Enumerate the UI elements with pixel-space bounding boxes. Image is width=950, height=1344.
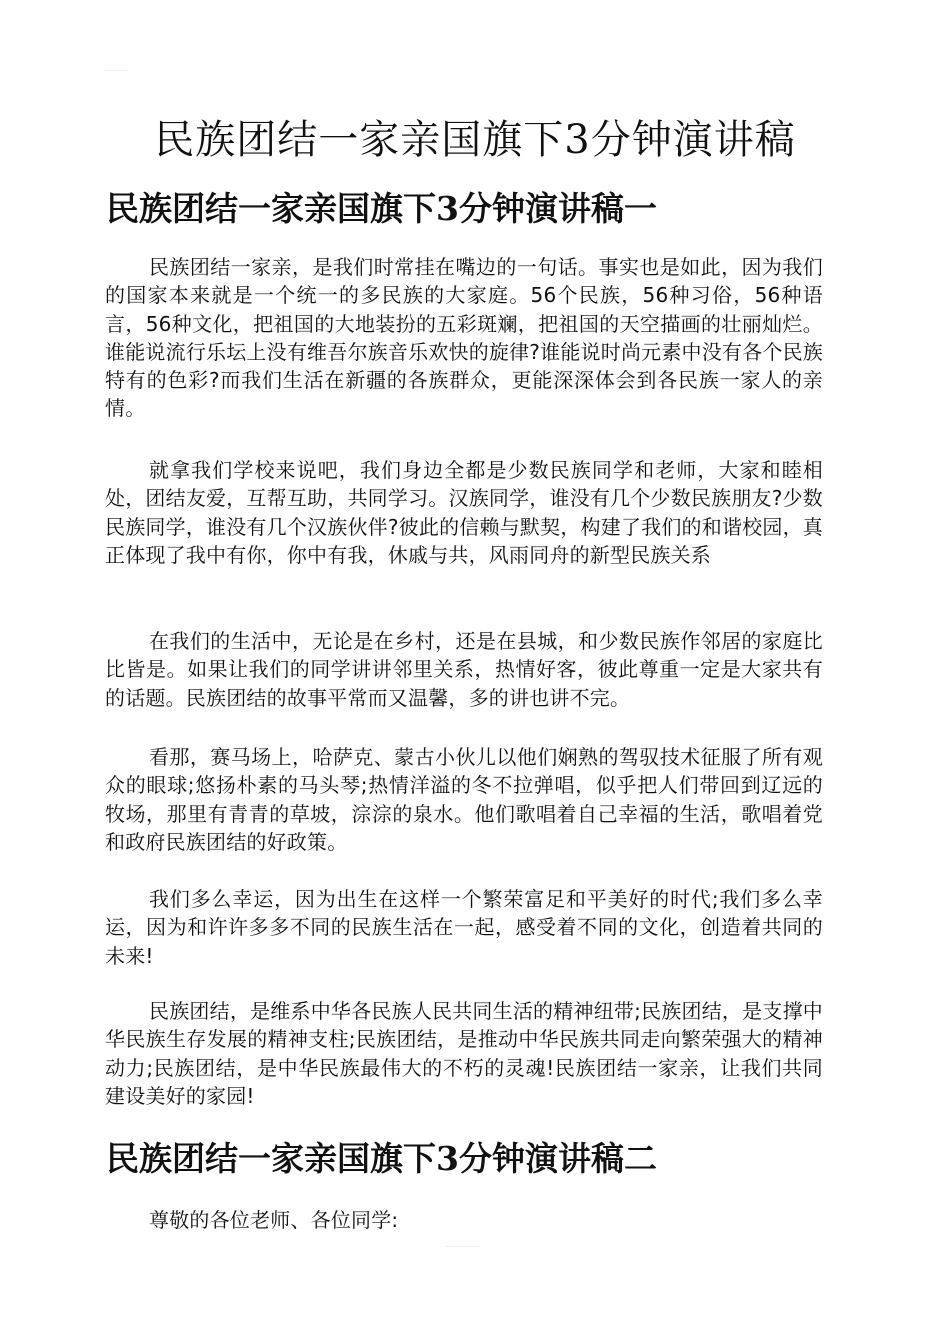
paragraph: 尊敬的各位老师、各位同学: (149, 1208, 399, 1232)
paragraph: 民族团结一家亲，是我们时常挂在嘴边的一句话。事实也是如此，因为我们的国家本来就是一个统一的多民族的大家庭。56个民族，56种习俗，56种语言，56种文化，把祖国的大地装扮的五彩斑斓，把祖国的天空描画的壮丽灿烂。谁能说流行乐坛上没有维吾尔族音乐欢快的旋律?谁能说时尚元素中没有各个民族特有的色彩?而我们生活在新疆的各族群众，更能深深体会到各民族一家人的亲情。 (105, 255, 823, 421)
paragraph: 在我们的生活中，无论是在乡村，还是在县城，和少数民族作邻居的家庭比比皆是。如果让我们的同学讲讲邻里关系，热情好客，彼此尊重一定是大家共有的话题。民族团结的故事平常而又温馨，多的讲也讲不完。 (105, 629, 823, 710)
paragraph: 我们多么幸运，因为出生在这样一个繁荣富足和平美好的时代;我们多么幸运，因为和许许多多不同的民族生活在一起，感受着不同的文化，创造着共同的未来! (105, 887, 823, 968)
page-artifact (104, 70, 128, 71)
page-artifact (446, 1246, 480, 1247)
paragraph: 民族团结，是维系中华各民族人民共同生活的精神纽带;民族团结，是支撑中华民族生存发展的精神支柱;民族团结，是推动中华民族共同走向繁荣强大的精神动力;民族团结，是中华民族最伟大的不朽的灵魂!民族团结一家亲，让我们共同建设美好的家园! (105, 999, 823, 1108)
paragraph: 就拿我们学校来说吧，我们身边全都是少数民族同学和老师，大家和睦相处，团结友爱，互帮互助，共同学习。汉族同学，谁没有几个少数民族朋友?少数民族同学，谁没有几个汉族伙伴?彼此的信赖与默契，构建了我们的和谐校园，真正体现了我中有你，你中有我，休戚与共，风雨同舟的新型民族关系 (105, 458, 823, 567)
section-heading-2: 民族团结一家亲国旗下3分钟演讲稿二 (106, 1139, 657, 1178)
paragraph: 看那，赛马场上，哈萨克、蒙古小伙儿以他们娴熟的驾驭技术征服了所有观众的眼球;悠扬朴素的马头琴;热情洋溢的冬不拉弹唱，似乎把人们带回到辽远的牧场，那里有青青的草坡，淙淙的泉水。他们歌唱着自己幸福的生活，歌唱着党和政府民族团结的好政策。 (105, 745, 823, 854)
document-title: 民族团结一家亲国旗下3分钟演讲稿 (154, 117, 796, 163)
section-heading-1: 民族团结一家亲国旗下3分钟演讲稿一 (106, 189, 657, 228)
